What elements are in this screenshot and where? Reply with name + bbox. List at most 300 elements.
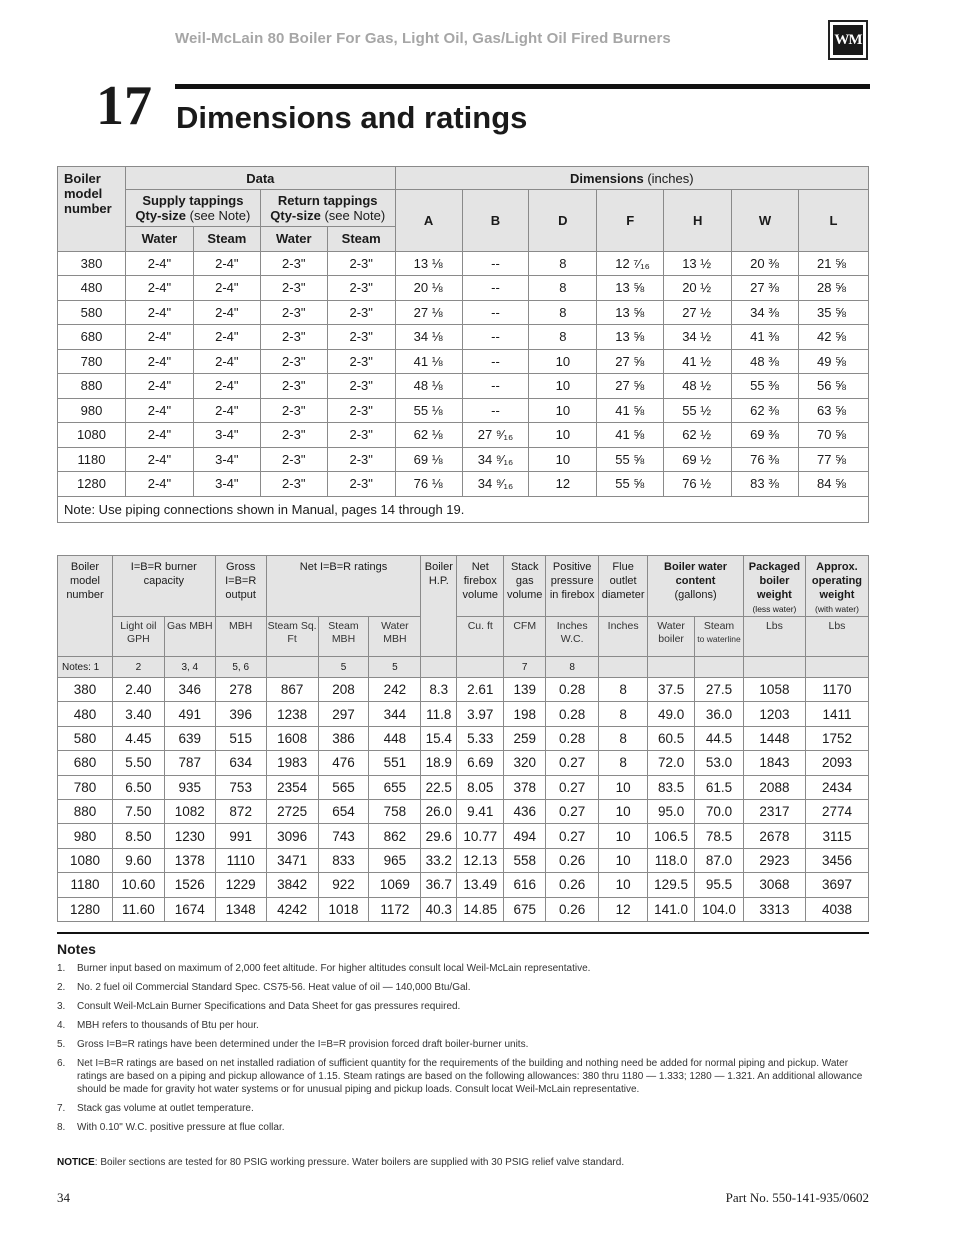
table-cell: 8 <box>529 325 597 350</box>
note-text: Stack gas volume at outlet temperature. <box>77 1103 254 1114</box>
table-cell: 11.8 <box>421 702 457 726</box>
table-cell: 0.27 <box>546 799 599 823</box>
table-cell: 1674 <box>164 897 215 921</box>
table-cell: 104.0 <box>695 897 744 921</box>
header-operating-weight: Approx. operating weight (with water) <box>805 556 868 617</box>
table-cell: 2-3" <box>327 251 395 276</box>
table-cell: 1080 <box>58 423 126 448</box>
table-cell: 1280 <box>58 472 126 497</box>
table-cell: 2434 <box>805 775 868 799</box>
header-return-water: Water <box>260 227 327 252</box>
table-cell: 72.0 <box>648 751 695 775</box>
table-cell: 198 <box>504 702 546 726</box>
table-note: Note: Use piping connections shown in Manual, pages 14 through 19. <box>58 496 869 522</box>
table-cell: 2-3" <box>327 374 395 399</box>
table-cell: 55 ⅝ <box>597 447 664 472</box>
header-stack-gas-volume: Stack gas volume <box>504 556 546 617</box>
table-cell: 1526 <box>164 873 215 897</box>
header-gross-output: Gross I=B=R output <box>215 556 266 617</box>
table-cell: 87.0 <box>695 848 744 872</box>
table-cell: 2-3" <box>327 447 395 472</box>
table-cell: 378 <box>504 775 546 799</box>
note-item <box>57 1000 870 1013</box>
table-cell: 13 ⅝ <box>597 300 664 325</box>
table-cell: -- <box>462 398 529 423</box>
table-cell: 965 <box>369 848 421 872</box>
table-cell: 780 <box>58 349 126 374</box>
table-cell: 2-3" <box>260 447 327 472</box>
table-cell: 1348 <box>215 897 266 921</box>
table-cell: 1411 <box>805 702 868 726</box>
table-cell: 2-4" <box>193 276 260 301</box>
table-cell: -- <box>462 251 529 276</box>
table-cell: 2-4" <box>193 325 260 350</box>
table-cell: 8 <box>599 702 648 726</box>
table-cell: 27 ⅛ <box>395 300 462 325</box>
table-cell: 758 <box>369 799 421 823</box>
sub-mbh: MBH <box>215 617 266 657</box>
table-cell: 69 ⅜ <box>732 423 799 448</box>
note-reference-row <box>58 657 869 678</box>
table-cell: 76 ½ <box>664 472 732 497</box>
table-cell: 34 ⁹⁄₁₆ <box>462 447 529 472</box>
note-ref-cell: 3, 4 <box>164 657 215 678</box>
table-cell: 1058 <box>743 678 805 702</box>
note-ref-cell: 5 <box>318 657 369 678</box>
table-cell: 62 ⅜ <box>732 398 799 423</box>
table-cell: 0.26 <box>546 848 599 872</box>
header-dim-d: D <box>529 190 597 252</box>
header-dim-w: W <box>732 190 799 252</box>
table-cell: 3068 <box>743 873 805 897</box>
table-cell: 27 ⅝ <box>597 374 664 399</box>
table-cell: 991 <box>215 824 266 848</box>
dimensions-table <box>57 166 869 523</box>
table-cell: 20 ⅜ <box>732 251 799 276</box>
table-row <box>58 848 869 872</box>
table-cell: 787 <box>164 751 215 775</box>
table-cell: 41 ½ <box>664 349 732 374</box>
table-cell: 494 <box>504 824 546 848</box>
table-cell: 2-3" <box>260 300 327 325</box>
table-cell: 27 ⁹⁄₁₆ <box>462 423 529 448</box>
header-flue-outlet: Flue outlet diameter <box>599 556 648 617</box>
header-boiler-model: Boiler model number <box>58 556 113 657</box>
table-cell: 20 ½ <box>664 276 732 301</box>
table-cell: 880 <box>58 374 126 399</box>
table-cell: 40.3 <box>421 897 457 921</box>
section-title: Dimensions and ratings <box>176 100 528 135</box>
sub-inches: Inches <box>599 617 648 657</box>
table-cell: 139 <box>504 678 546 702</box>
table-cell: 1229 <box>215 873 266 897</box>
table-cell: 60.5 <box>648 726 695 750</box>
sub-steam-sqft: Steam Sq. Ft <box>266 617 318 657</box>
table-cell: 565 <box>318 775 369 799</box>
table-cell: 7.50 <box>112 799 164 823</box>
table-cell: 2-3" <box>260 472 327 497</box>
note-ref-cell <box>457 657 504 678</box>
table-cell: 34 ⅛ <box>395 325 462 350</box>
table-cell: 1608 <box>266 726 318 750</box>
table-row <box>58 374 869 399</box>
table-cell: 10 <box>599 873 648 897</box>
table-cell: 654 <box>318 799 369 823</box>
table-cell: 2-3" <box>327 472 395 497</box>
table-cell: 1082 <box>164 799 215 823</box>
table-cell: 0.28 <box>546 678 599 702</box>
table-cell: 5.50 <box>112 751 164 775</box>
note-text: Net I=B=R ratings are based on net installed radiation of sufficient quantity for the requirements of the building and nothing need be added for normal piping and pickup. Water ratings are based on a piping and pickup allowance of 1.15. Steam ratings are based on the following allowances: 380 thru 1180 — 1.333; 1280 — 1.321. An additional allowance should be made for gravity hot water systems or for unusual piping and pickup loads. Consult locat Weil-McLain representative. <box>77 1058 863 1095</box>
header-return-tappings: Return tappings Qty-size (see Note) <box>260 190 395 227</box>
table-cell: 2-4" <box>125 276 193 301</box>
header-rule <box>175 84 870 89</box>
notes-list <box>57 962 870 1140</box>
table-cell: 3-4" <box>193 447 260 472</box>
table-cell: 41 ⅝ <box>597 398 664 423</box>
table-cell: 3.97 <box>457 702 504 726</box>
table-cell: 396 <box>215 702 266 726</box>
table-cell: 743 <box>318 824 369 848</box>
table-cell: 8 <box>599 678 648 702</box>
table-cell: 680 <box>58 751 113 775</box>
sub-lbs: Lbs <box>805 617 868 657</box>
table-cell: 675 <box>504 897 546 921</box>
table-cell: 1170 <box>805 678 868 702</box>
table-cell: 2-4" <box>125 251 193 276</box>
table-cell: 3.40 <box>112 702 164 726</box>
table-cell: 515 <box>215 726 266 750</box>
table-cell: 28 ⅝ <box>799 276 869 301</box>
note-text: Burner input based on maximum of 2,000 feet altitude. For higher altitudes consult local Weil-McLain representative. <box>77 963 591 974</box>
note-ref-cell <box>805 657 868 678</box>
table-cell: 0.27 <box>546 751 599 775</box>
table-cell: 55 ⅛ <box>395 398 462 423</box>
table-row <box>58 349 869 374</box>
table-cell: 3456 <box>805 848 868 872</box>
table-cell: 13 ½ <box>664 251 732 276</box>
table-row <box>58 702 869 726</box>
table-cell: 480 <box>58 276 126 301</box>
note-number: 1. <box>57 963 66 974</box>
note-item <box>57 1019 870 1032</box>
table-cell: 2-4" <box>193 374 260 399</box>
note-number: 3. <box>57 1001 66 1012</box>
header-net-ratings: Net I=B=R ratings <box>266 556 421 617</box>
table-cell: 476 <box>318 751 369 775</box>
table-cell: 63 ⅝ <box>799 398 869 423</box>
table-cell: 1843 <box>743 751 805 775</box>
table-cell: 10 <box>599 799 648 823</box>
header-water-content: Boiler water content (gallons) <box>648 556 744 617</box>
table-cell: 0.28 <box>546 702 599 726</box>
note-number: 4. <box>57 1020 66 1031</box>
table-cell: 62 ½ <box>664 423 732 448</box>
table-cell: 14.85 <box>457 897 504 921</box>
table-row <box>58 398 869 423</box>
table-cell: 833 <box>318 848 369 872</box>
table-cell: 10 <box>529 374 597 399</box>
table-row <box>58 423 869 448</box>
table-cell: 55 ⅜ <box>732 374 799 399</box>
table-cell: 2-3" <box>327 300 395 325</box>
header-dimensions: Dimensions (inches) <box>395 167 868 190</box>
header-data: Data <box>125 167 395 190</box>
table-cell: 753 <box>215 775 266 799</box>
note-ref-cell: 2 <box>112 657 164 678</box>
table-cell: 10 <box>529 447 597 472</box>
header-boiler-model: Boiler model number <box>58 167 126 252</box>
table-cell: 10 <box>599 775 648 799</box>
table-cell: 8 <box>599 751 648 775</box>
table-row <box>58 300 869 325</box>
header-firebox-volume: Net firebox volume <box>457 556 504 617</box>
table-cell: 980 <box>58 824 113 848</box>
table-cell: 10 <box>529 349 597 374</box>
table-cell: 2-4" <box>125 325 193 350</box>
table-cell: 1378 <box>164 848 215 872</box>
table-cell: 22.5 <box>421 775 457 799</box>
table-cell: 36.0 <box>695 702 744 726</box>
header-supply-steam: Steam <box>193 227 260 252</box>
table-row <box>58 276 869 301</box>
table-cell: 4038 <box>805 897 868 921</box>
table-cell: 2-4" <box>125 300 193 325</box>
header-return-steam: Steam <box>327 227 395 252</box>
table-cell: 78.5 <box>695 824 744 848</box>
table-cell: 1018 <box>318 897 369 921</box>
table-cell: 2-4" <box>125 374 193 399</box>
table-cell: 8 <box>529 251 597 276</box>
table-cell: 3313 <box>743 897 805 921</box>
table-cell: 29.6 <box>421 824 457 848</box>
table-cell: 2-3" <box>327 349 395 374</box>
note-ref-cell <box>599 657 648 678</box>
table-cell: 35 ⅝ <box>799 300 869 325</box>
note-number: 5. <box>57 1039 66 1050</box>
table-cell: 49 ⅝ <box>799 349 869 374</box>
table-cell: 8.50 <box>112 824 164 848</box>
table-cell: 48 ⅜ <box>732 349 799 374</box>
table-cell: -- <box>462 300 529 325</box>
table-row <box>58 775 869 799</box>
table-cell: 980 <box>58 398 126 423</box>
note-number: 8. <box>57 1122 66 1133</box>
table-cell: 208 <box>318 678 369 702</box>
table-cell: 780 <box>58 775 113 799</box>
table-cell: 53.0 <box>695 751 744 775</box>
table-cell: 1203 <box>743 702 805 726</box>
table-row <box>58 325 869 350</box>
table-cell: 69 ⅛ <box>395 447 462 472</box>
table-cell: 0.26 <box>546 873 599 897</box>
table-cell: 76 ⅛ <box>395 472 462 497</box>
header-dim-l: L <box>799 190 869 252</box>
table-cell: 1180 <box>58 873 113 897</box>
header-positive-pressure: Positive pressure in firebox <box>546 556 599 617</box>
notice: NOTICE: Boiler sections are tested for 80 PSIG working pressure. Water boilers are supplied with 30 PSIG relief valve standard. <box>57 1157 625 1168</box>
table-cell: 84 ⅝ <box>799 472 869 497</box>
table-cell: 8.05 <box>457 775 504 799</box>
table-cell: 10 <box>599 824 648 848</box>
sub-light-oil: Light oil GPH <box>112 617 164 657</box>
table-cell: 34 ⁹⁄₁₆ <box>462 472 529 497</box>
table-cell: 8.3 <box>421 678 457 702</box>
table-cell: 27.5 <box>695 678 744 702</box>
table-cell: 259 <box>504 726 546 750</box>
table-cell: 2-3" <box>260 374 327 399</box>
table-cell: 2-3" <box>260 276 327 301</box>
header-dim-f: F <box>597 190 664 252</box>
notes-title: Notes <box>57 941 96 957</box>
table-cell: 380 <box>58 251 126 276</box>
table-cell: 346 <box>164 678 215 702</box>
table-cell: 141.0 <box>648 897 695 921</box>
table-cell: 2-4" <box>125 447 193 472</box>
weil-mclain-logo: WM <box>828 20 868 60</box>
table-cell: 37.5 <box>648 678 695 702</box>
table-cell: 13 ⅛ <box>395 251 462 276</box>
table-cell: 2088 <box>743 775 805 799</box>
table-cell: 49.0 <box>648 702 695 726</box>
table-cell: 2678 <box>743 824 805 848</box>
table-cell: 242 <box>369 678 421 702</box>
table-cell: 26.0 <box>421 799 457 823</box>
table-cell: 2-4" <box>193 398 260 423</box>
table-cell: 1448 <box>743 726 805 750</box>
table-cell: 2-4" <box>193 251 260 276</box>
note-ref-cell: 5, 6 <box>215 657 266 678</box>
note-text: With 0.10" W.C. positive pressure at flue collar. <box>77 1122 285 1133</box>
table-cell: 95.0 <box>648 799 695 823</box>
note-item <box>57 1038 870 1051</box>
table-cell: 1180 <box>58 447 126 472</box>
sub-water-boiler: Water boiler <box>648 617 695 657</box>
table-cell: 380 <box>58 678 113 702</box>
table-cell: 10 <box>599 848 648 872</box>
sub-cuft: Cu. ft <box>457 617 504 657</box>
sub-water-mbh: Water MBH <box>369 617 421 657</box>
note-ref-cell <box>648 657 695 678</box>
table-cell: 2725 <box>266 799 318 823</box>
note-text: MBH refers to thousands of Btu per hour. <box>77 1020 259 1031</box>
table-cell: 1983 <box>266 751 318 775</box>
table-cell: 8 <box>529 276 597 301</box>
note-item <box>57 1057 870 1096</box>
table-cell: 83 ⅜ <box>732 472 799 497</box>
table-cell: 580 <box>58 726 113 750</box>
table-cell: 2-3" <box>260 325 327 350</box>
header-dim-b: B <box>462 190 529 252</box>
table-cell: 1172 <box>369 897 421 921</box>
table-cell: 12 <box>529 472 597 497</box>
table-cell: 55 ⅝ <box>597 472 664 497</box>
table-cell: 20 ⅛ <box>395 276 462 301</box>
note-text: Gross I=B=R ratings have been determined under the I=B=R provision forced draft boiler-burner units. <box>77 1039 529 1050</box>
table-cell: 2-4" <box>193 300 260 325</box>
table-cell: 10 <box>529 423 597 448</box>
table-cell: 862 <box>369 824 421 848</box>
table-cell: 2093 <box>805 751 868 775</box>
table-cell: 3471 <box>266 848 318 872</box>
table-cell: 386 <box>318 726 369 750</box>
table-cell: 2354 <box>266 775 318 799</box>
table-cell: 436 <box>504 799 546 823</box>
sub-lbs: Lbs <box>743 617 805 657</box>
note-ref-cell <box>421 657 457 678</box>
table-cell: 83.5 <box>648 775 695 799</box>
table-cell: 2-3" <box>260 349 327 374</box>
note-number: 6. <box>57 1058 66 1069</box>
table-cell: 77 ⅝ <box>799 447 869 472</box>
table-cell: 2-3" <box>327 276 395 301</box>
table-cell: 8 <box>529 300 597 325</box>
table-cell: 69 ½ <box>664 447 732 472</box>
table-row <box>58 873 869 897</box>
table-cell: 320 <box>504 751 546 775</box>
table-cell: 2-4" <box>125 423 193 448</box>
note-item <box>57 1102 870 1115</box>
table-cell: 13 ⅝ <box>597 325 664 350</box>
table-cell: 95.5 <box>695 873 744 897</box>
note-ref-cell <box>695 657 744 678</box>
table-cell: 580 <box>58 300 126 325</box>
table-cell: 480 <box>58 702 113 726</box>
table-row <box>58 472 869 497</box>
table-cell: 922 <box>318 873 369 897</box>
table-cell: 10 <box>529 398 597 423</box>
table-cell: 655 <box>369 775 421 799</box>
table-cell: 3842 <box>266 873 318 897</box>
table-cell: 48 ⅛ <box>395 374 462 399</box>
table-cell: 70.0 <box>695 799 744 823</box>
table-cell: -- <box>462 276 529 301</box>
table-cell: 867 <box>266 678 318 702</box>
table-cell: 34 ⅜ <box>732 300 799 325</box>
table-cell: 62 ⅛ <box>395 423 462 448</box>
table-cell: -- <box>462 374 529 399</box>
table-cell: 2-4" <box>193 349 260 374</box>
table-cell: 34 ½ <box>664 325 732 350</box>
table-cell: 6.50 <box>112 775 164 799</box>
table-cell: 551 <box>369 751 421 775</box>
table-cell: 56 ⅝ <box>799 374 869 399</box>
table-cell: 1280 <box>58 897 113 921</box>
table-cell: 129.5 <box>648 873 695 897</box>
table-cell: 935 <box>164 775 215 799</box>
table-cell: 3-4" <box>193 423 260 448</box>
table-cell: 1110 <box>215 848 266 872</box>
table-cell: -- <box>462 325 529 350</box>
table-cell: 70 ⅝ <box>799 423 869 448</box>
table-cell: 13 ⅝ <box>597 276 664 301</box>
table-cell: 5.33 <box>457 726 504 750</box>
table-cell: 3697 <box>805 873 868 897</box>
table-cell: 41 ⅜ <box>732 325 799 350</box>
note-item <box>57 1121 870 1134</box>
table-cell: 41 ⅛ <box>395 349 462 374</box>
divider <box>57 932 869 934</box>
header-burner-capacity: I=B=R burner capacity <box>112 556 215 617</box>
section-number: 17 <box>96 75 152 137</box>
notes-label: Notes: 1 <box>58 657 113 678</box>
table-cell: 344 <box>369 702 421 726</box>
table-cell: 6.69 <box>457 751 504 775</box>
table-cell: 61.5 <box>695 775 744 799</box>
header-supply-tappings: Supply tappings Qty-size (see Note) <box>125 190 260 227</box>
note-ref-cell <box>743 657 805 678</box>
table-cell: 2-3" <box>327 423 395 448</box>
